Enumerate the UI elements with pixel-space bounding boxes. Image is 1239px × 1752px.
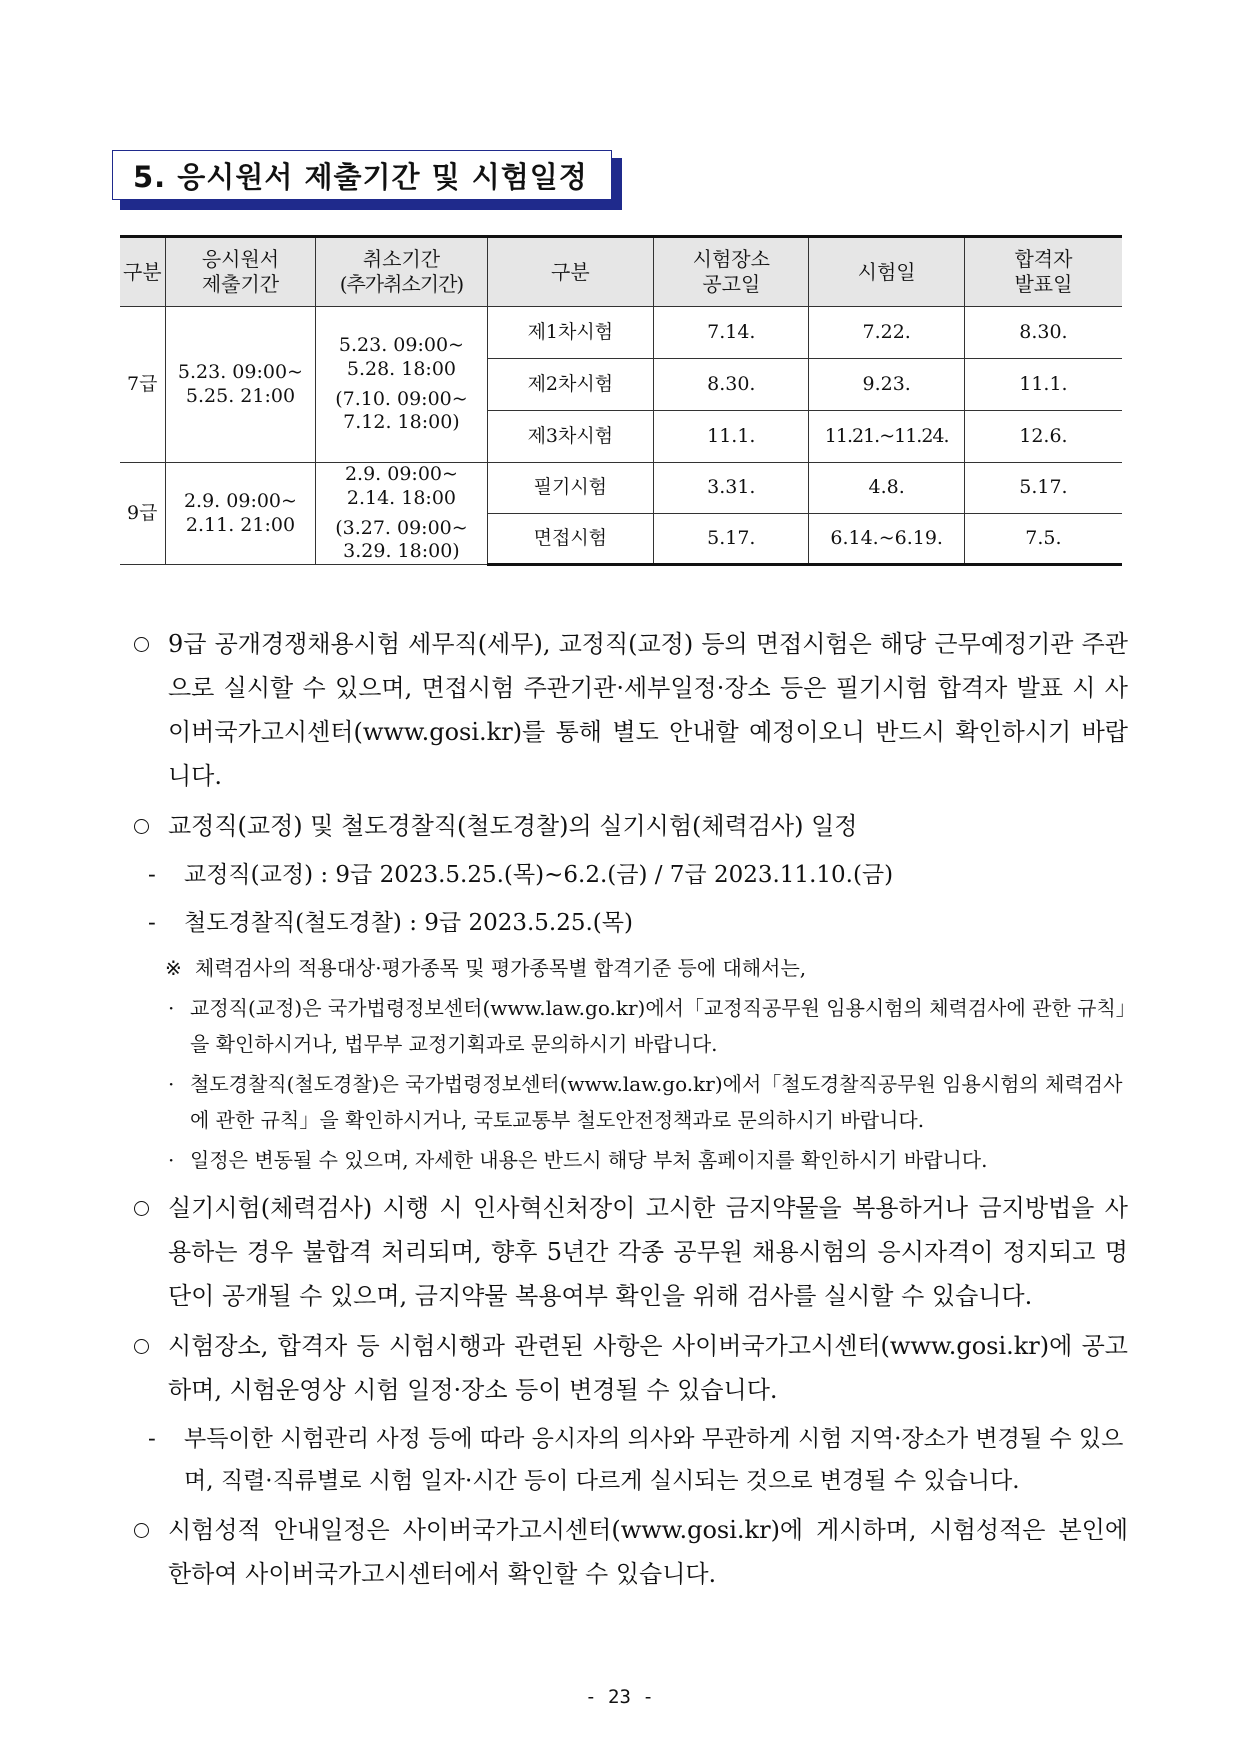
notice-text: 시험장소, 합격자 등 시험시행과 관련된 사항은 사이버국가고시센터(www.gosi.kr)에 공고하며, 시험운영상 시험 일정·장소 등이 변경될 수 있습니다.: [168, 1332, 1128, 1404]
exam-date: 9.23.: [809, 359, 964, 411]
notice-item: [128, 1508, 1128, 1596]
notice-text: 9급 공개경쟁채용시험 세무직(세무), 교정직(교정) 등의 면접시험은 해당 근무예정기관 주관으로 실시할 수 있으며, 면접시험 주관기관·세부일정·장소 등은 필기시험 합격자 발표 시 사이버국가고시센터(www.gosi.kr)를 통해 별도 안내할 예정이오니 반드시 확인하시기 바랍니다.: [168, 630, 1128, 790]
venue-date: 8.30.: [654, 359, 809, 411]
reference-mark-icon: ※: [165, 956, 182, 980]
grade7-apply-period: 5.23. 09:00~ 5.25. 21:00: [165, 307, 316, 463]
circle-bullet-icon: [134, 1523, 149, 1538]
header-exam-date: 시험일: [809, 237, 964, 307]
exam-date: 6.14.~6.19.: [809, 514, 964, 565]
header-result-date: 합격자 발표일: [964, 237, 1122, 307]
section-heading: [112, 150, 612, 200]
reference-note: [165, 950, 1128, 986]
table-row: [120, 463, 1122, 514]
dash-marker: -: [148, 1426, 156, 1452]
notice-item: [128, 1186, 1128, 1318]
notice-item: [128, 622, 1128, 798]
table-row: [120, 307, 1122, 359]
grade9-label: 9급: [120, 463, 165, 565]
note-text: 체력검사의 적용대상·평가종목 및 평가종목별 합격기준 등에 대해서는,: [195, 956, 807, 980]
venue-date: 3.31.: [654, 463, 809, 514]
dash-item: [148, 1418, 1128, 1502]
dash-text: 교정직(교정) : 9급 2023.5.25.(목)~6.2.(금) / 7급 2023.11.10.(금): [184, 862, 894, 888]
dash-text: 철도경찰직(철도경찰) : 9급 2023.5.25.(목): [184, 910, 633, 936]
circle-bullet-icon: [134, 637, 149, 652]
exam-type: 필기시험: [487, 463, 654, 514]
exam-type: 제2차시험: [487, 359, 654, 411]
header-cancel-period: 취소기간 (추가취소기간): [316, 237, 487, 307]
table-header-row: [120, 237, 1122, 307]
header-exam-type: 구분: [487, 237, 654, 307]
circle-bullet-icon: [134, 1201, 149, 1216]
dash-item: [148, 902, 1128, 944]
venue-date: 5.17.: [654, 514, 809, 565]
result-date: 11.1.: [964, 359, 1122, 411]
exam-date: 4.8.: [809, 463, 964, 514]
venue-date: 11.1.: [654, 411, 809, 463]
sub-note-text: 철도경찰직(철도경찰)은 국가법령정보센터(www.law.go.kr)에서「철도경찰직공무원 임용시험의 체력검사에 관한 규칙」을 확인하시거나, 국토교통부 철도안전정책과로 문의하시기 바랍니다.: [190, 1072, 1123, 1132]
sub-note: [168, 990, 1128, 1062]
notice-item: [128, 1324, 1128, 1412]
venue-date: 7.14.: [654, 307, 809, 359]
middle-dot-marker: ·: [168, 996, 175, 1020]
notice-text: 실기시험(체력검사) 시행 시 인사혁신처장이 고시한 금지약물을 복용하거나 금지방법을 사용하는 경우 불합격 처리되며, 향후 5년간 각종 공무원 채용시험의 응시자격이 정지되고 명단이 공개될 수 있으며, 금지약물 복용여부 확인을 위해 검사를 실시할 수 있습니다.: [168, 1194, 1128, 1310]
exam-type: 제1차시험: [487, 307, 654, 359]
grade7-label: 7급: [120, 307, 165, 463]
exam-type: 면접시험: [487, 514, 654, 565]
exam-type: 제3차시험: [487, 411, 654, 463]
grade9-cancel-period: 2.9. 09:00~ 2.14. 18:00 (3.27. 09:00~ 3.29. 18:00): [316, 463, 487, 565]
result-date: 12.6.: [964, 411, 1122, 463]
dash-text: 부득이한 시험관리 사정 등에 따라 응시자의 의사와 무관하게 시험 지역·장소가 변경될 수 있으며, 직렬·직류별로 시험 일자·시간 등이 다르게 실시되는 것으로 변경될 수 있습니다.: [184, 1426, 1124, 1494]
circle-bullet-icon: [134, 819, 149, 834]
header-apply-period: 응시원서 제출기간: [165, 237, 316, 307]
sub-note-text: 교정직(교정)은 국가법령정보센터(www.law.go.kr)에서「교정직공무원 임용시험의 체력검사에 관한 규칙」을 확인하시거나, 법무부 교정기획과로 문의하시기 바랍니다.: [190, 996, 1126, 1056]
notice-item: [128, 804, 1128, 848]
dash-item: [148, 854, 1128, 896]
page-number: - 23 -: [585, 1686, 654, 1708]
notice-body: [128, 622, 1128, 1602]
grade7-cancel-period: 5.23. 09:00~ 5.28. 18:00 (7.10. 09:00~ 7.12. 18:00): [316, 307, 487, 463]
sub-note-text: 일정은 변동될 수 있으며, 자세한 내용은 반드시 해당 부처 홈페이지를 확인하시기 바랍니다.: [190, 1148, 988, 1172]
dash-marker: -: [148, 910, 156, 936]
result-date: 5.17.: [964, 463, 1122, 514]
middle-dot-marker: ·: [168, 1072, 175, 1096]
grade9-apply-period: 2.9. 09:00~ 2.11. 21:00: [165, 463, 316, 565]
notice-text: 시험성적 안내일정은 사이버국가고시센터(www.gosi.kr)에 게시하며, 시험성적은 본인에 한하여 사이버국가고시센터에서 확인할 수 있습니다.: [168, 1516, 1128, 1588]
header-category: 구분: [120, 237, 165, 307]
section-title: 5. 응시원서 제출기간 및 시험일정: [112, 150, 612, 200]
exam-schedule-table: [120, 235, 1122, 566]
result-date: 7.5.: [964, 514, 1122, 565]
middle-dot-marker: ·: [168, 1148, 175, 1172]
result-date: 8.30.: [964, 307, 1122, 359]
sub-note: [168, 1142, 1128, 1178]
exam-date: 11.21.~11.24.: [809, 411, 964, 463]
header-venue-notice: 시험장소 공고일: [654, 237, 809, 307]
dash-marker: -: [148, 862, 156, 888]
circle-bullet-icon: [134, 1339, 149, 1354]
notice-text: 교정직(교정) 및 철도경찰직(철도경찰)의 실기시험(체력검사) 일정: [168, 812, 858, 840]
sub-note: [168, 1066, 1128, 1138]
exam-date: 7.22.: [809, 307, 964, 359]
